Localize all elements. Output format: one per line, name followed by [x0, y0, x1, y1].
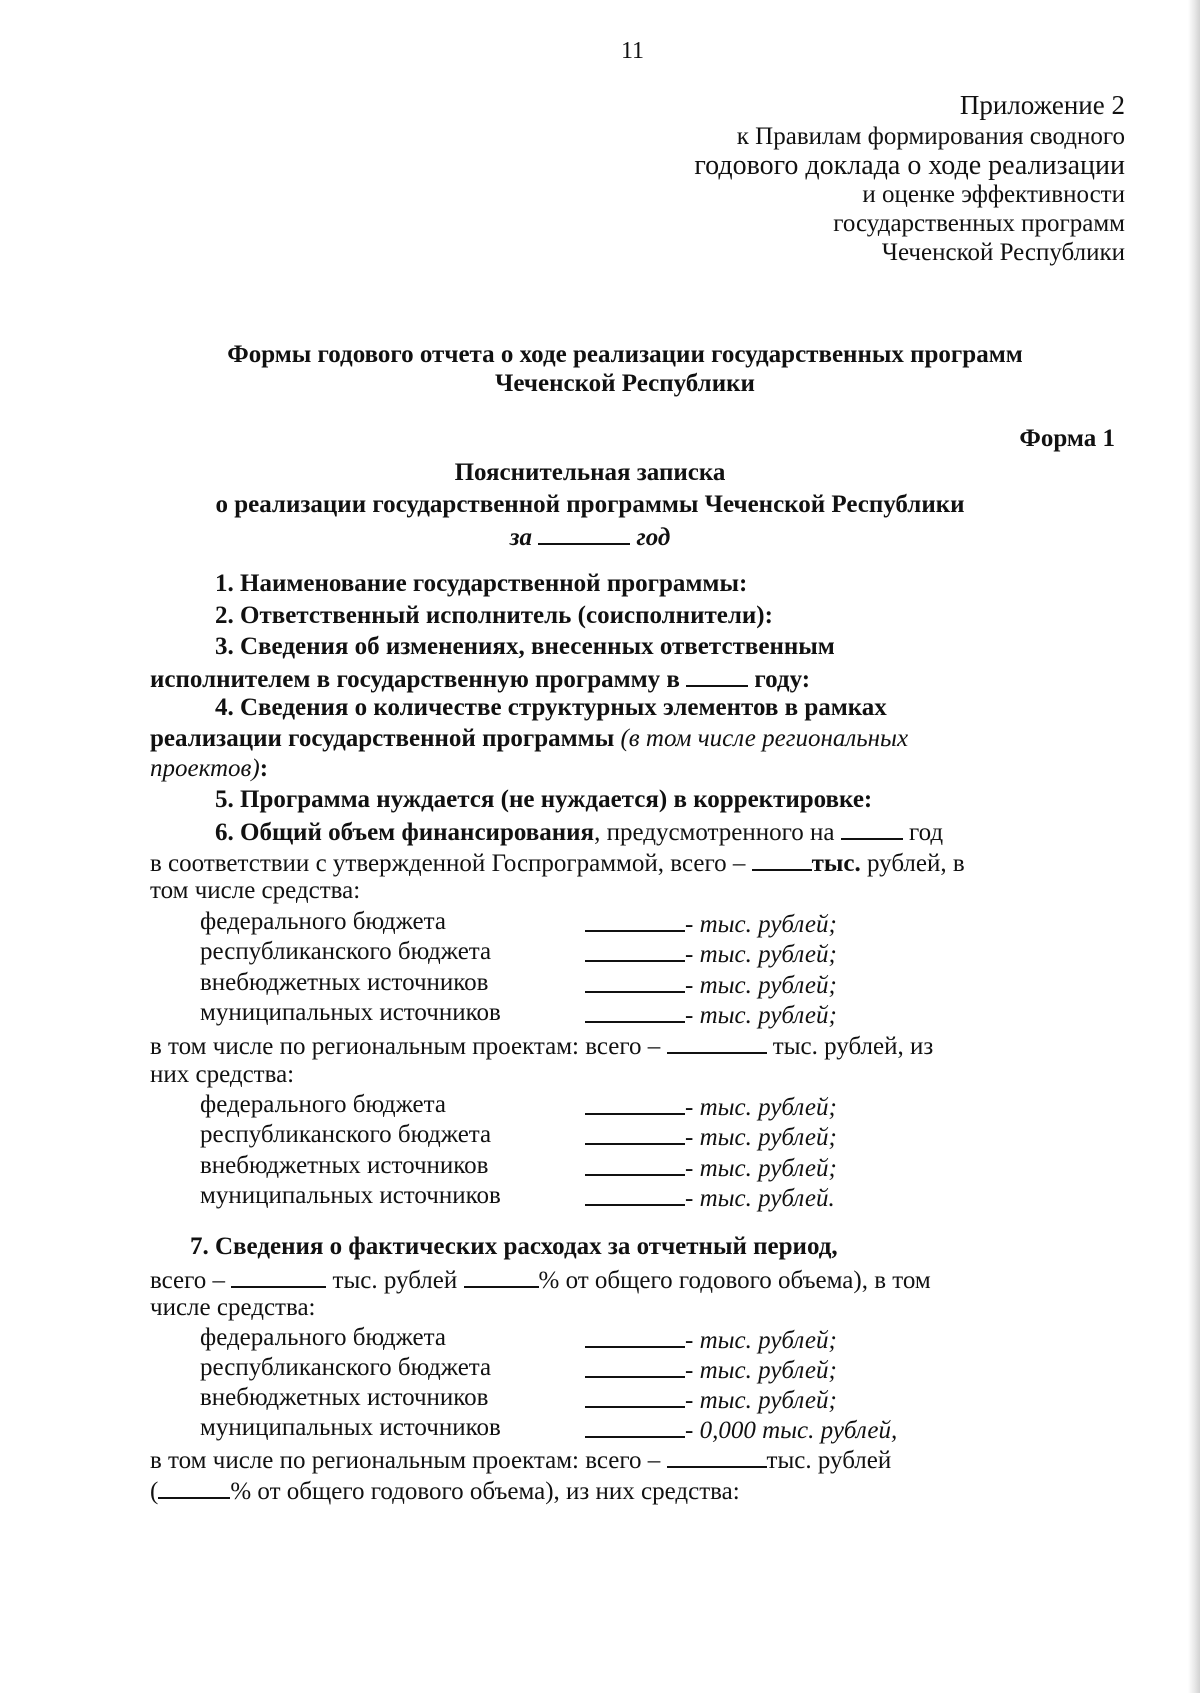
- page-number: 11: [620, 38, 645, 64]
- item-6-god: год: [908, 819, 944, 846]
- amount-blank[interactable]: [585, 999, 685, 1023]
- item-4-line-1: 4. Сведения о количестве структурных элементов в рамках: [215, 694, 887, 721]
- unit-label: - тыс. рублей;: [685, 972, 837, 999]
- item-6-line-2: [150, 847, 965, 878]
- source-amount: [585, 1384, 837, 1415]
- year-blank[interactable]: [538, 521, 630, 545]
- source-label: муниципальных источников: [200, 1414, 501, 1441]
- item-5: 5. Программа нуждается (не нуждается) в корректировке:: [215, 786, 873, 813]
- source-amount: [585, 1354, 837, 1385]
- item-4-line-3: [150, 755, 268, 783]
- year-blank[interactable]: [686, 663, 748, 687]
- regional-text: (: [150, 1478, 159, 1505]
- amount-blank[interactable]: [585, 908, 685, 932]
- unit-label: - тыс. рублей;: [685, 1327, 837, 1354]
- note-heading: [150, 457, 1030, 554]
- item-7-text: тыс. рублей: [332, 1267, 458, 1294]
- source-label: федерального бюджета: [200, 908, 446, 935]
- note-za: за: [509, 524, 532, 551]
- item-7-comma: ,: [831, 1233, 838, 1260]
- appendix-line: Чеченской Республики: [881, 239, 1125, 266]
- note-year-line: [150, 521, 1030, 554]
- source-amount: [585, 999, 837, 1030]
- amount-blank[interactable]: [752, 847, 812, 871]
- source-amount: [585, 938, 837, 969]
- amount-blank[interactable]: [667, 1030, 767, 1054]
- amount-blank[interactable]: [585, 1091, 685, 1115]
- year-blank[interactable]: [841, 816, 903, 840]
- note-heading-line: Пояснительная записка: [454, 459, 726, 486]
- amount-blank[interactable]: [585, 1182, 685, 1206]
- source-label: федерального бюджета: [200, 1324, 446, 1351]
- source-amount: [585, 969, 837, 1000]
- item-6-bold: тыс.: [811, 850, 861, 877]
- unit-label: - тыс. рублей;: [685, 1387, 837, 1414]
- regional-2-line-1: [150, 1444, 891, 1475]
- form-label: Форма 1: [1019, 425, 1115, 452]
- item-4-text: реализации государственной программы: [150, 725, 615, 752]
- unit-label: - тыс. рублей;: [685, 1155, 837, 1182]
- item-7-line-2: [150, 1264, 931, 1295]
- appendix-title: Приложение 2: [959, 90, 1125, 120]
- note-god: год: [636, 524, 671, 551]
- item-6-text: рублей, в: [866, 850, 965, 877]
- appendix-line: годового доклада о ходе реализации: [694, 150, 1125, 181]
- amount-blank[interactable]: [667, 1444, 767, 1468]
- appendix-line: и оценке эффективности: [862, 181, 1125, 208]
- item-6-text: , предусмотренного на: [594, 819, 835, 846]
- source-amount: [585, 1414, 897, 1445]
- unit-label: - тыс. рублей;: [685, 941, 837, 968]
- item-7-line-1: [190, 1233, 838, 1261]
- appendix-header: [694, 88, 1125, 267]
- source-label: муниципальных источников: [200, 1182, 501, 1209]
- source-amount: [585, 1182, 835, 1213]
- source-label: муниципальных источников: [200, 999, 501, 1026]
- amount-blank[interactable]: [585, 969, 685, 993]
- item-3-line-1: 3. Сведения об изменениях, внесенных ответственным: [215, 633, 835, 660]
- source-amount: [585, 908, 837, 939]
- regional-text: тыс. рублей, из: [772, 1033, 934, 1060]
- unit-label: - тыс. рублей;: [685, 911, 837, 938]
- item-4-italic: проектов): [150, 755, 260, 782]
- item-7-text: % от общего годового объема), в том: [538, 1267, 931, 1294]
- source-label: республиканского бюджета: [200, 938, 492, 965]
- unit-label: - тыс. рублей;: [685, 1124, 837, 1151]
- amount-blank[interactable]: [585, 938, 685, 962]
- regional-text: тыс. рублей: [766, 1447, 892, 1474]
- item-1: 1. Наименование государственной программы:: [215, 570, 748, 597]
- percent-blank[interactable]: [464, 1264, 539, 1288]
- regional-line-2: них средства:: [150, 1061, 295, 1088]
- regional-line-1: [150, 1030, 933, 1061]
- regional-text: в том числе по региональным проектам: всего –: [150, 1447, 661, 1474]
- item-2: 2. Ответственный исполнитель (соисполнители):: [215, 602, 773, 629]
- amount-blank[interactable]: [585, 1384, 685, 1408]
- source-amount: [585, 1324, 837, 1355]
- document-title-line: Чеченской Республики: [495, 370, 755, 397]
- item-4-line-2: [150, 725, 908, 753]
- item-7-text: всего –: [150, 1267, 226, 1294]
- amount-blank[interactable]: [231, 1264, 326, 1288]
- source-amount: [585, 1152, 837, 1183]
- page-edge-shadow: [1188, 0, 1200, 1693]
- item-4-colon: :: [259, 755, 269, 782]
- unit-label: - тыс. рублей;: [685, 1357, 837, 1384]
- percent-blank[interactable]: [158, 1475, 230, 1499]
- item-6-text: в соответствии с утвержденной Госпрограммой, всего –: [150, 850, 746, 877]
- source-amount: [585, 1091, 837, 1122]
- unit-label: - 0,000 тыс. рублей,: [685, 1417, 898, 1444]
- amount-blank[interactable]: [585, 1324, 685, 1348]
- item-6-line-1: [215, 816, 943, 847]
- amount-blank[interactable]: [585, 1121, 685, 1145]
- source-label: внебюджетных источников: [200, 1384, 489, 1411]
- item-3-line-2: [150, 663, 810, 694]
- document-title: [150, 340, 1100, 398]
- item-7-title: 7. Сведения о фактических расходах за отчетный период: [190, 1233, 832, 1260]
- regional-text: % от общего годового объема), из них средства:: [230, 1478, 740, 1505]
- unit-label: - тыс. рублей.: [685, 1185, 835, 1212]
- item-6-title: 6. Общий объем финансирования: [215, 819, 595, 846]
- source-label: республиканского бюджета: [200, 1354, 492, 1381]
- regional-2-line-2: [150, 1475, 740, 1506]
- unit-label: - тыс. рублей;: [685, 1002, 837, 1029]
- appendix-line: государственных программ: [833, 210, 1125, 237]
- item-3-tail: году:: [754, 666, 811, 693]
- amount-blank[interactable]: [585, 1414, 685, 1438]
- source-label: внебюджетных источников: [200, 969, 489, 996]
- unit-label: - тыс. рублей;: [685, 1094, 837, 1121]
- appendix-line: к Правилам формирования сводного: [736, 123, 1125, 150]
- item-7-line-3: числе средства:: [150, 1294, 316, 1321]
- amount-blank[interactable]: [585, 1354, 685, 1378]
- amount-blank[interactable]: [585, 1152, 685, 1176]
- source-amount: [585, 1121, 837, 1152]
- note-heading-line: о реализации государственной программы Чеченской Республики: [215, 491, 965, 518]
- source-label: республиканского бюджета: [200, 1121, 492, 1148]
- item-6-line-3: том числе средства:: [150, 877, 361, 904]
- document-title-line: Формы годового отчета о ходе реализации государственных программ: [227, 341, 1023, 368]
- item-3-text: исполнителем в государственную программу в: [150, 666, 680, 693]
- regional-text: в том числе по региональным проектам: всего –: [150, 1033, 661, 1060]
- source-label: внебюджетных источников: [200, 1152, 489, 1179]
- item-4-italic: (в том числе региональных: [620, 725, 909, 752]
- source-label: федерального бюджета: [200, 1091, 446, 1118]
